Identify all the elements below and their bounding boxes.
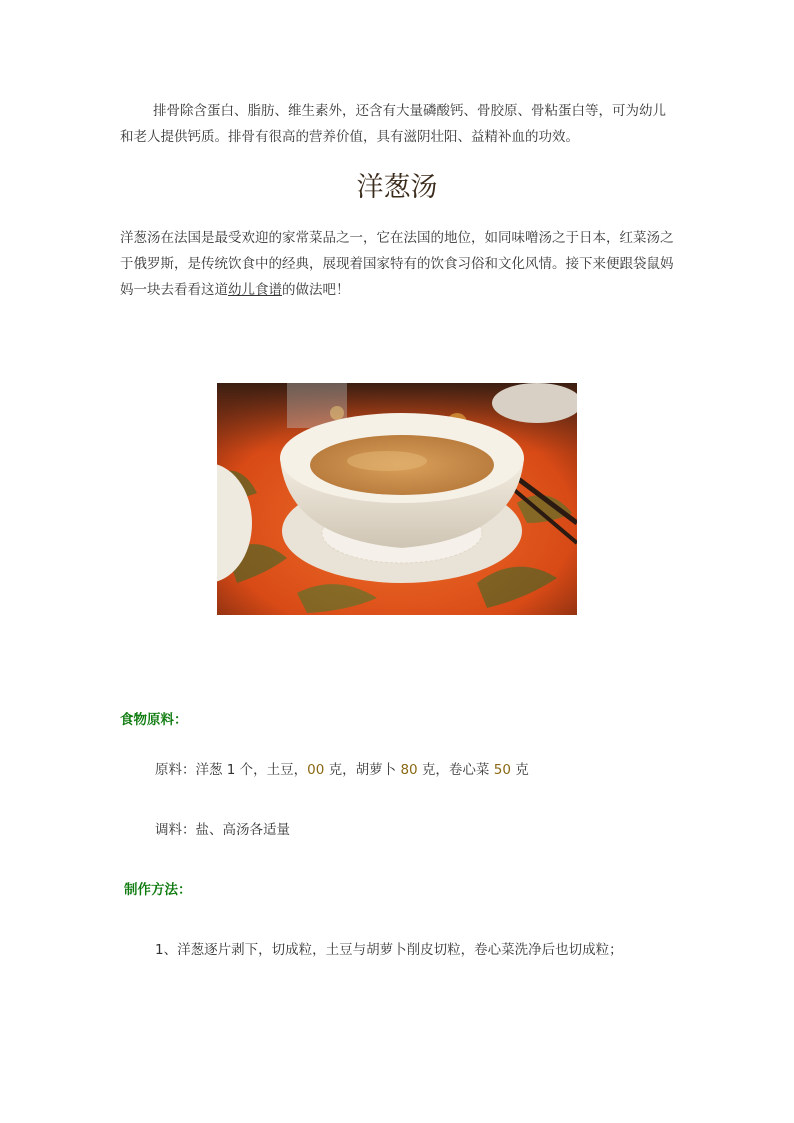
carrot-label: 克，胡萝卜 (324, 762, 401, 778)
cabbage-label: 克，卷心菜 (417, 762, 494, 778)
intro-paragraph: 排骨除含蛋白、脂肪、维生素外，还含有大量磷酸钙、骨胶原、骨粘蛋白等，可为幼儿和老人提供钙质。排骨有很高的营养价值，具有滋阴壮阳、益精补血的功效。 (120, 103, 666, 145)
unit-end: 克 (510, 762, 529, 778)
method-heading: 制作方法： (124, 882, 192, 898)
onion-soup-photo (217, 383, 577, 615)
ingredients-label: 原料：洋葱 1 个，土豆， (155, 762, 308, 778)
carrot-amount: 80 (400, 762, 418, 778)
seasoning-line: 调料：盐、高汤各适量 (155, 822, 290, 838)
method-step-1: 1、洋葱逐片剥下，切成粒，土豆与胡萝卜削皮切粒，卷心菜洗净后也切成粒； (155, 942, 623, 958)
recipe-link[interactable]: 幼儿食谱 (228, 282, 282, 298)
recipe-description (120, 225, 676, 303)
page-title: 洋葱汤 (356, 172, 438, 203)
ingredients-line (155, 758, 529, 778)
description-text-end: 的做法吧！ (282, 282, 350, 298)
description-text-start: 洋葱汤在法国是最受欢迎的家常菜品之一，它在法国的地位，如同味噌汤之于日本，红菜汤之于俄罗斯，是传统饮食中的经典，展现着国家特有的饮食习俗和文化风情。接下来便跟袋鼠妈妈一块去看看这道 (120, 230, 674, 298)
potato-amount: 00 (307, 762, 325, 778)
cabbage-amount: 50 (493, 762, 511, 778)
ingredients-heading: 食物原料： (120, 712, 188, 728)
